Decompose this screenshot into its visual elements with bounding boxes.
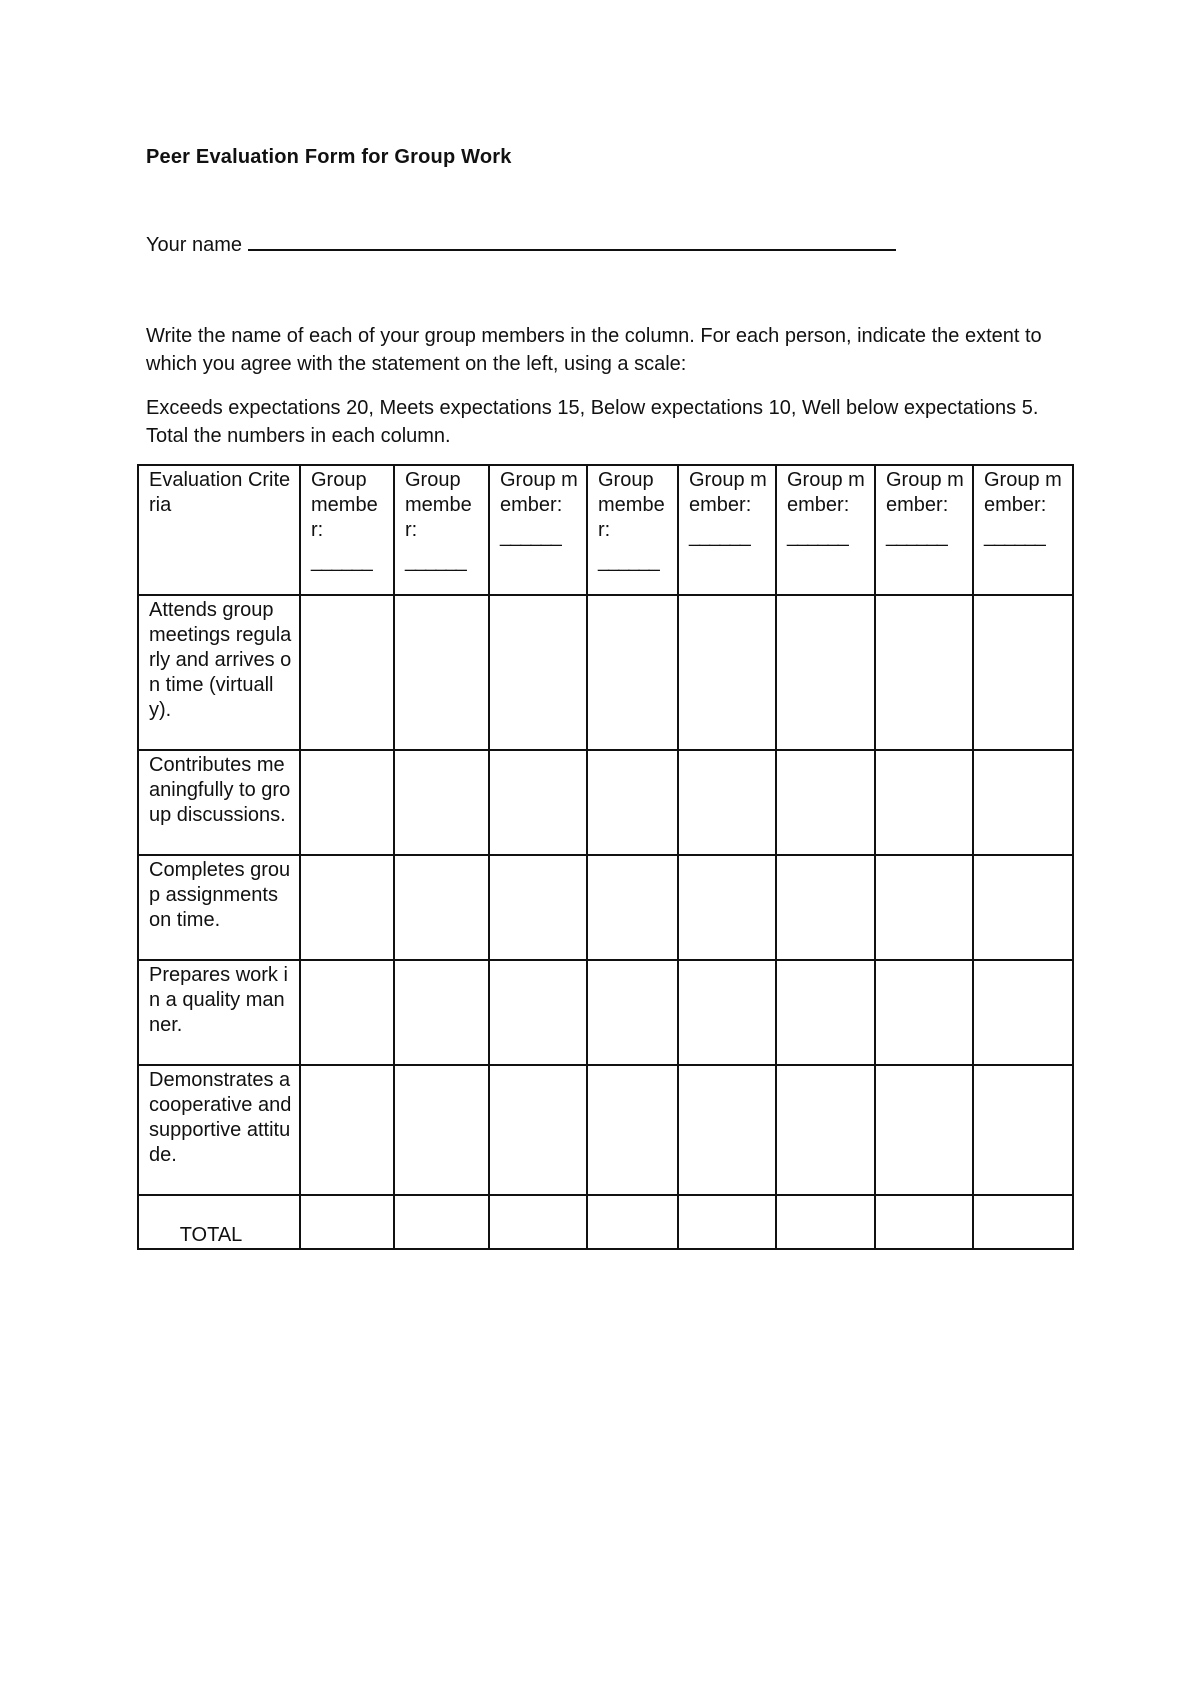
score-cell[interactable] [394,855,489,960]
total-cell[interactable] [875,1195,973,1249]
group-member-label: Group member: [598,469,665,541]
criterion-prepares-work: Prepares work in a quality manner. [138,960,300,1065]
criterion-contributes: Contributes meaningfully to group discussions. [138,750,300,855]
score-cell[interactable] [300,595,394,750]
score-cell[interactable] [973,855,1073,960]
group-member-blank: ______ [886,525,947,547]
group-member-blank: ______ [500,525,561,547]
group-member-label: Group member: [405,469,472,541]
scale-text: Exceeds expectations 20, Meets expectations 15, Below expectations 10, Well below expectations 5. Total the numbers in each column. [146,397,1039,447]
group-member-blank: ______ [984,525,1045,547]
score-cell[interactable] [394,1065,489,1195]
score-cell[interactable] [875,1065,973,1195]
score-cell[interactable] [678,1065,776,1195]
score-cell[interactable] [300,960,394,1065]
score-cell[interactable] [678,960,776,1065]
total-cell[interactable] [587,1195,678,1249]
total-label: TOTAL [179,1224,243,1246]
score-cell[interactable] [875,595,973,750]
score-cell[interactable] [875,855,973,960]
score-cell[interactable] [678,855,776,960]
group-member-label: Group member: [984,469,1062,516]
score-cell[interactable] [973,595,1073,750]
table-row [138,1065,1073,1195]
score-cell[interactable] [678,750,776,855]
score-cell[interactable] [300,855,394,960]
score-cell[interactable] [776,595,875,750]
score-cell[interactable] [300,1065,394,1195]
score-cell[interactable] [776,855,875,960]
total-cell[interactable] [300,1195,394,1249]
total-cell[interactable] [973,1195,1073,1249]
score-cell[interactable] [587,1065,678,1195]
score-cell[interactable] [489,855,587,960]
score-cell[interactable] [394,960,489,1065]
table-row [138,960,1073,1065]
group-member-label: Group member: [311,469,378,541]
score-cell[interactable] [776,750,875,855]
total-cell[interactable] [678,1195,776,1249]
header-group-member-3[interactable] [489,465,587,595]
group-member-label: Group member: [886,469,964,516]
score-cell[interactable] [875,960,973,1065]
score-cell[interactable] [587,595,678,750]
score-cell[interactable] [489,750,587,855]
score-cell[interactable] [776,960,875,1065]
header-group-member-4[interactable] [587,465,678,595]
score-cell[interactable] [489,595,587,750]
group-member-blank: ______ [689,525,750,547]
score-cell[interactable] [776,1065,875,1195]
criterion-attends-meetings: Attends group meetings regularly and arrives on time (virtually). [138,595,300,750]
header-group-member-8[interactable] [973,465,1073,595]
header-group-member-2[interactable] [394,465,489,595]
table-row [138,855,1073,960]
group-member-label: Group member: [500,469,578,516]
group-member-blank: ______ [598,550,659,572]
score-cell[interactable] [489,1065,587,1195]
group-member-blank: ______ [405,550,466,572]
evaluation-table [137,464,1074,1250]
your-name-blank[interactable] [248,249,896,251]
group-member-label: Group member: [689,469,767,516]
score-cell[interactable] [394,595,489,750]
header-evaluation-criteria: Evaluation Criteria [138,465,300,595]
group-member-blank: ______ [787,525,848,547]
score-cell[interactable] [587,750,678,855]
score-cell[interactable] [973,1065,1073,1195]
score-cell[interactable] [300,750,394,855]
score-cell[interactable] [973,960,1073,1065]
total-cell[interactable] [394,1195,489,1249]
total-cell[interactable] [489,1195,587,1249]
score-cell[interactable] [587,960,678,1065]
score-cell[interactable] [875,750,973,855]
header-group-member-7[interactable] [875,465,973,595]
page-title: Peer Evaluation Form for Group Work [146,146,512,168]
table-header-row [138,465,1073,595]
score-cell[interactable] [394,750,489,855]
score-cell[interactable] [489,960,587,1065]
score-cell[interactable] [973,750,1073,855]
criterion-completes-assignments: Completes group assignments on time. [138,855,300,960]
table-row [138,750,1073,855]
header-group-member-1[interactable] [300,465,394,595]
your-name-line [146,234,896,257]
instructions-text: Write the name of each of your group members in the column. For each person, indicate the extent to which you agree with the statement on the left, using a scale: [146,325,1042,375]
total-cell[interactable] [776,1195,875,1249]
score-cell[interactable] [587,855,678,960]
score-cell[interactable] [678,595,776,750]
table-row [138,595,1073,750]
group-member-blank: ______ [311,550,372,572]
header-group-member-6[interactable] [776,465,875,595]
header-group-member-5[interactable] [678,465,776,595]
total-row [138,1195,1073,1249]
total-label-cell [138,1195,300,1249]
your-name-label: Your name [146,234,242,256]
group-member-label: Group member: [787,469,865,516]
criterion-cooperative-attitude: Demonstrates a cooperative and supportive attitude. [138,1065,300,1195]
